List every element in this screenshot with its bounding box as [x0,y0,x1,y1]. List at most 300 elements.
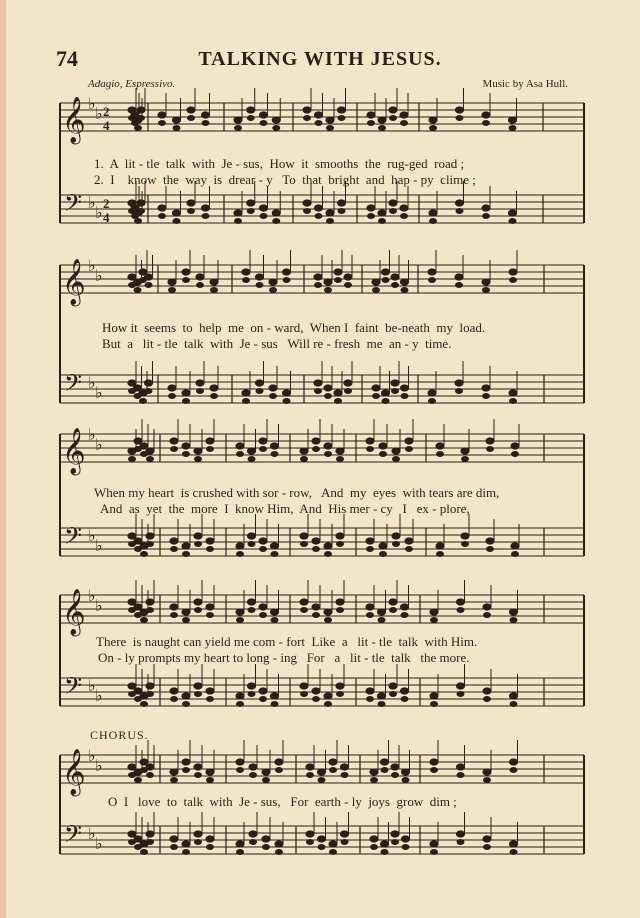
notehead [312,538,320,544]
notehead [269,393,277,399]
notehead [510,849,518,855]
notehead [312,696,320,702]
notehead [382,277,390,283]
time-signature-top: 2 [103,104,110,119]
notehead [300,607,308,613]
notehead [173,117,181,123]
notehead [146,533,154,539]
notehead [457,764,465,770]
notehead [194,772,202,778]
notehead [140,443,148,449]
notehead [378,210,386,216]
song-title: TALKING WITH JESUS. [198,48,442,70]
notehead [182,398,190,404]
notehead [509,398,517,404]
notehead [242,277,250,283]
notehead [256,380,264,386]
notehead [259,446,267,452]
notehead [194,448,202,454]
notehead [405,446,413,452]
notehead [248,607,256,613]
notehead [194,456,202,462]
notehead [366,604,374,610]
notehead [389,208,397,214]
notehead [457,691,465,697]
notehead [283,390,291,396]
notehead [336,456,344,462]
notehead [196,388,204,394]
notehead [170,604,178,610]
notehead [324,385,332,391]
notehead [170,777,178,783]
notehead [275,767,283,773]
notehead [378,701,386,707]
notehead [370,836,378,842]
notehead [482,279,490,285]
notehead [306,831,314,837]
notehead [455,380,463,386]
notehead [248,691,256,697]
flat-icon: ♭ [88,586,96,605]
notehead [272,125,280,131]
notehead [367,112,375,118]
notehead [146,691,154,697]
notehead [137,115,145,121]
notehead [329,767,337,773]
notehead [378,125,386,131]
notehead [482,205,490,211]
treble-clef-icon: 𝄞 [62,259,86,305]
lyric-line-verse1-system2: How it seems to help me on - ward, When I faint be-neath my load. [102,320,486,335]
notehead [269,287,277,293]
notehead [428,277,436,283]
notehead [379,443,387,449]
notehead [158,205,166,211]
notehead [430,759,438,765]
notehead [210,287,218,293]
notehead [146,541,154,547]
notehead [182,617,190,623]
notehead [259,538,267,544]
notehead [430,849,438,855]
notehead [366,538,374,544]
notehead [248,541,256,547]
notehead [202,112,210,118]
notehead [194,607,202,613]
flat-icon: ♭ [88,425,96,444]
flat-icon: ♭ [95,834,103,853]
notehead [134,218,142,224]
notehead [247,200,255,206]
notehead [249,764,257,770]
notehead [146,772,154,778]
notehead [248,683,256,689]
notehead [236,701,244,707]
notehead [483,688,491,694]
notehead [303,115,311,121]
notehead [378,617,386,623]
notehead [378,609,386,615]
notehead [275,759,283,765]
notehead [400,205,408,211]
notehead [306,839,314,845]
notehead [260,205,268,211]
notehead [249,839,257,845]
notehead [137,107,145,113]
notehead [206,844,214,850]
notehead [461,533,469,539]
notehead [344,380,352,386]
notehead [194,599,202,605]
notehead [194,691,202,697]
notehead [210,279,218,285]
notehead [324,393,332,399]
chorus-label: CHORUS. [90,728,149,742]
notehead [173,218,181,224]
notehead [341,831,349,837]
notehead [259,696,267,702]
notehead [234,117,242,123]
notehead [314,282,322,288]
notehead [430,693,438,699]
notehead [145,282,153,288]
notehead [372,287,380,293]
notehead [248,533,256,539]
treble-clef-icon: 𝄞 [62,749,86,795]
notehead [324,287,332,293]
notehead [170,612,178,618]
notehead [334,277,342,283]
notehead [260,213,268,219]
notehead [324,451,332,457]
notehead [275,849,283,855]
notehead [329,759,337,765]
notehead [272,218,280,224]
notehead [329,841,337,847]
notehead [344,282,352,288]
notehead [134,836,142,842]
notehead [260,120,268,126]
notehead [509,125,517,131]
notehead [405,438,413,444]
notehead [206,769,214,775]
notehead [391,839,399,845]
notehead [236,693,244,699]
notehead [182,277,190,283]
notehead [187,107,195,113]
notehead [336,683,344,689]
notehead [187,115,195,121]
notehead [392,541,400,547]
notehead [382,398,390,404]
treble-clef-icon: 𝄞 [62,97,86,143]
flat-icon: ♭ [88,676,96,695]
notehead [341,764,349,770]
notehead [430,841,438,847]
notehead [457,607,465,613]
notehead [510,617,518,623]
notehead [158,120,166,126]
notehead [306,772,314,778]
notehead [271,701,279,707]
notehead [381,841,389,847]
notehead [455,274,463,280]
notehead [145,274,153,280]
notehead [182,551,190,557]
flat-icon: ♭ [95,756,103,775]
notehead [405,546,413,552]
notehead [401,287,409,293]
notehead [202,120,210,126]
notehead [318,769,326,775]
flat-icon: ♭ [88,256,96,275]
notehead [236,443,244,449]
notehead [262,836,270,842]
notehead [210,385,218,391]
notehead [486,446,494,452]
notehead [146,839,154,845]
notehead [338,208,346,214]
notehead [248,456,256,462]
notehead [334,269,342,275]
notehead [146,764,154,770]
notehead [146,607,154,613]
notehead [389,599,397,605]
notehead [509,218,517,224]
notehead [324,701,332,707]
notehead [300,691,308,697]
time-signature-bottom: 4 [103,210,110,225]
notehead [194,683,202,689]
notehead [206,446,214,452]
notehead [400,120,408,126]
notehead [482,393,490,399]
notehead [324,609,332,615]
notehead [366,446,374,452]
notehead [334,398,342,404]
notehead [315,112,323,118]
notehead [182,609,190,615]
notehead [300,683,308,689]
notehead [401,604,409,610]
notehead [336,541,344,547]
notehead [248,599,256,605]
notehead [389,200,397,206]
time-signature-top: 2 [103,196,110,211]
notehead [482,213,490,219]
notehead [324,443,332,449]
notehead [206,604,214,610]
notehead [486,538,494,544]
notehead [314,274,322,280]
bass-clef-icon: 𝄢 [64,522,83,555]
notehead [366,438,374,444]
notehead [170,836,178,842]
notehead [402,769,410,775]
notehead [326,125,334,131]
notehead [381,767,389,773]
notehead [428,398,436,404]
notehead [206,836,214,842]
notehead [341,772,349,778]
notehead [482,385,490,391]
notehead [389,691,397,697]
notehead [402,777,410,783]
notehead [269,385,277,391]
notehead [509,210,517,216]
notehead [366,612,374,618]
notehead [312,546,320,552]
notehead [509,390,517,396]
notehead [482,120,490,126]
lyric-line-verse1-system3: When my heart is crushed with sor - row, And my eyes with tears are dim, [94,485,500,500]
notehead [170,844,178,850]
notehead [338,200,346,206]
notehead [260,112,268,118]
notehead [271,451,279,457]
notehead [170,446,178,452]
notehead [392,456,400,462]
notehead [134,538,142,544]
notehead [401,393,409,399]
notehead [379,543,387,549]
notehead [182,543,190,549]
notehead [303,200,311,206]
time-signature-bottom: 4 [103,118,110,133]
notehead [249,831,257,837]
notehead [182,390,190,396]
notehead [206,777,214,783]
notehead [234,218,242,224]
notehead [271,609,279,615]
notehead [457,772,465,778]
notehead [461,541,469,547]
lyric-line-verse1-system4: There is naught can yield me com - fort Like a lit - tle talk with Him. [96,634,478,649]
bass-clef-icon: 𝄢 [64,369,83,402]
page-number: 74 [56,46,78,71]
notehead [187,200,195,206]
notehead [324,551,332,557]
notehead [401,279,409,285]
notehead [206,546,214,552]
notehead [392,533,400,539]
notehead [318,844,326,850]
notehead [318,777,326,783]
notehead [194,831,202,837]
notehead [456,208,464,214]
notehead [436,451,444,457]
notehead [405,538,413,544]
lyric-line-verse2-system1: 2. I know the way is drear - y To that bright and hap - py clime ; [94,172,476,187]
notehead [259,546,267,552]
notehead [336,691,344,697]
notehead [483,844,491,850]
notehead [271,617,279,623]
notehead [259,688,267,694]
notehead [457,683,465,689]
notehead [456,107,464,113]
notehead [262,769,270,775]
notehead [430,609,438,615]
tempo-marking: Adagio, Espressivo. [88,78,176,90]
notehead [382,269,390,275]
notehead [315,120,323,126]
notehead [391,282,399,288]
lyric-line-chorus: O I love to talk with Je - sus, For earth - ly joys grow dim ; [108,794,457,809]
notehead [391,831,399,837]
notehead [170,546,178,552]
notehead [315,213,323,219]
notehead [247,208,255,214]
notehead [168,385,176,391]
notehead [455,388,463,394]
notehead [300,533,308,539]
notehead [456,200,464,206]
notehead [202,213,210,219]
notehead [429,210,437,216]
notehead [242,269,250,275]
notehead [272,117,280,123]
notehead [338,115,346,121]
notehead [234,210,242,216]
notehead [428,390,436,396]
notehead [402,836,410,842]
notehead [344,274,352,280]
notehead [401,688,409,694]
notehead [206,538,214,544]
notehead [324,617,332,623]
notehead [236,451,244,457]
notehead [312,688,320,694]
notehead [134,438,142,444]
notehead [182,269,190,275]
notehead [510,767,518,773]
notehead [329,849,337,855]
notehead [158,112,166,118]
notehead [312,612,320,618]
notehead [482,287,490,293]
notehead [236,551,244,557]
notehead [283,277,291,283]
notehead [367,120,375,126]
notehead [170,538,178,544]
notehead [391,380,399,386]
notehead [326,210,334,216]
notehead [145,380,153,386]
notehead [510,759,518,765]
notehead [170,688,178,694]
notehead [379,551,387,557]
notehead [206,688,214,694]
notehead [146,448,154,454]
notehead [430,767,438,773]
notehead [210,393,218,399]
notehead [236,759,244,765]
notehead [509,269,517,275]
notehead [303,107,311,113]
notehead [173,125,181,131]
notehead [262,777,270,783]
notehead [324,279,332,285]
notehead [206,438,214,444]
notehead [134,604,142,610]
notehead [372,385,380,391]
notehead [344,388,352,394]
notehead [324,693,332,699]
notehead [341,839,349,845]
notehead [182,693,190,699]
notehead [128,764,136,770]
